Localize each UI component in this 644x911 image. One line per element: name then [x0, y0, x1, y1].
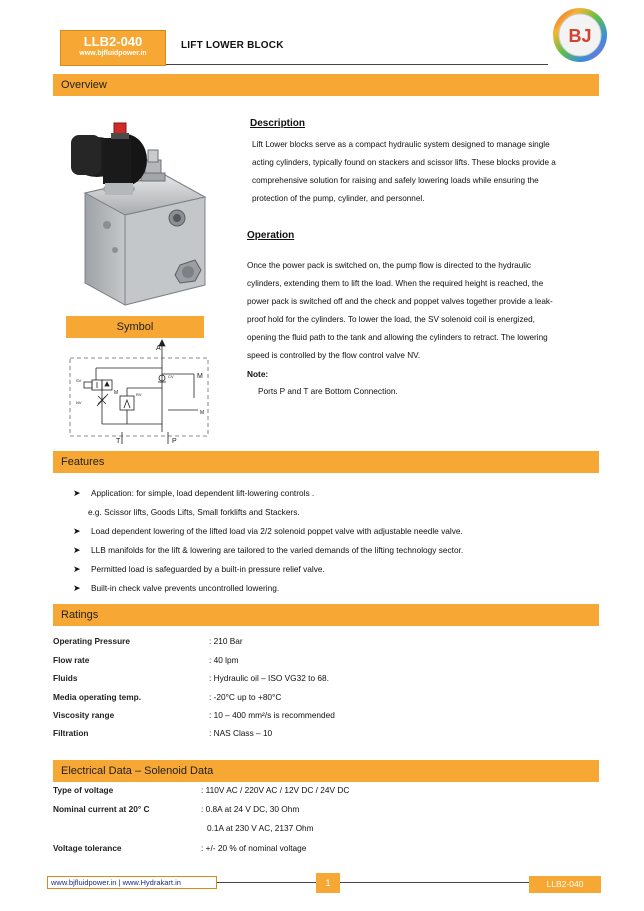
electrical-row	[53, 785, 593, 803]
note-label: Note:	[247, 369, 269, 379]
rating-value: : -20°C up to +80°C	[209, 692, 282, 702]
footer-divider	[217, 882, 529, 883]
header-divider	[166, 64, 548, 65]
operation-line: power pack is switched off and the check and poppet valves together provide a leak-	[247, 297, 553, 306]
rating-value: : 40 lpm	[209, 655, 239, 665]
features-list	[73, 484, 603, 598]
rating-row	[53, 710, 593, 728]
feature-item	[73, 560, 603, 579]
features-section-bar: Features	[53, 451, 599, 473]
rating-row	[53, 692, 593, 710]
electrical-value: : 110V AC / 220V AC / 12V DC / 24V DC	[201, 785, 350, 795]
operation-text	[247, 257, 599, 365]
rating-label: Filtration	[53, 728, 89, 738]
bullet-arrow-icon: ➤	[73, 564, 81, 574]
feature-text: e.g. Scissor lifts, Goods Lifts, Small forklifts and Stackers.	[88, 507, 300, 517]
electrical-section-bar: Electrical Data – Solenoid Data	[53, 760, 599, 782]
rating-label: Media operating temp.	[53, 692, 142, 702]
operation-line: cylinders, extending them to lift the load. When the required height is reached, the	[247, 279, 544, 288]
product-code-badge	[60, 30, 166, 66]
overview-section-bar: Overview	[53, 74, 599, 96]
symbol-rv: RV	[136, 392, 142, 397]
product-code: LLB2-040	[83, 34, 143, 49]
electrical-row	[53, 843, 593, 861]
description-line: protection of the pump, cylinder, and personnel.	[252, 194, 425, 203]
feature-text: Built-in check valve prevents uncontrolled lowering.	[91, 583, 280, 593]
symbol-a: A	[156, 345, 161, 352]
rating-value: : 210 Bar	[209, 636, 243, 646]
symbol-m1: M	[114, 390, 119, 396]
rating-label: Flow rate	[53, 655, 90, 665]
bullet-arrow-icon: ➤	[73, 545, 81, 555]
description-line: acting cylinders, typically found on stackers and scissor lifts. These blocks provide a	[252, 158, 556, 167]
bullet-arrow-icon: ➤	[73, 526, 81, 536]
electrical-row	[53, 804, 593, 822]
description-heading: Description	[250, 118, 306, 129]
feature-item	[73, 522, 603, 541]
description-text	[252, 136, 602, 208]
description-line: Lift Lower blocks serve as a compact hydraulic system designed to manage single	[252, 140, 550, 149]
feature-text: Application: for simple, load dependent lift-lowering controls .	[91, 488, 315, 498]
symbol-cv: CV	[168, 374, 174, 379]
logo-text: BJ	[568, 26, 592, 46]
bullet-arrow-icon: ➤	[73, 583, 81, 593]
note-text: Ports P and T are Bottom Connection.	[258, 386, 398, 396]
hydraulic-symbol-diagram	[64, 338, 214, 446]
operation-line: speed is controlled by the flow control valve NV.	[247, 351, 421, 360]
footer-links[interactable]: www.bjfluidpower.in | www.Hydrakart.in	[47, 876, 217, 889]
rating-value: : 10 – 400 mm²/s is recommended	[209, 710, 335, 720]
rating-row	[53, 636, 593, 654]
feature-text: Load dependent lowering of the lifted load via 2/2 solenoid poppet valve with adjustable needle valve.	[91, 526, 463, 536]
electrical-label: Nominal current at 20° C	[53, 804, 150, 814]
feature-text: Permitted load is safeguarded by a built-in pressure relief valve.	[91, 564, 325, 574]
feature-item	[73, 579, 603, 598]
symbol-section-bar: Symbol	[66, 316, 204, 338]
electrical-value: 0.1A at 230 V AC, 2137 Ohm	[207, 823, 314, 833]
feature-item	[73, 484, 603, 503]
feature-subitem	[73, 503, 603, 522]
rating-row	[53, 673, 593, 691]
electrical-row	[53, 823, 593, 841]
symbol-nv: NV	[76, 400, 82, 405]
operation-heading: Operation	[247, 230, 295, 241]
footer-product-code: LLB2-040	[529, 876, 601, 893]
symbol-m2: M	[200, 410, 205, 416]
rating-label: Operating Pressure	[53, 636, 131, 646]
electrical-value: : 0.8A at 24 V DC, 30 Ohm	[201, 804, 300, 814]
rating-label: Fluids	[53, 673, 78, 683]
feature-text: LLB manifolds for the lift & lowering are tailored to the varied demands of the lifting technology sector.	[91, 545, 464, 555]
symbol-t: T	[116, 438, 121, 445]
bj-logo	[551, 6, 609, 64]
electrical-value: : +/- 20 % of nominal voltage	[201, 843, 307, 853]
symbol-m: M	[197, 373, 203, 380]
feature-item	[73, 541, 603, 560]
electrical-label: Type of voltage	[53, 785, 114, 795]
rating-label: Viscosity range	[53, 710, 115, 720]
operation-line: proof hold for the cylinders. To lower the load, the SV solenoid coil is energized,	[247, 315, 535, 324]
electrical-label: Voltage tolerance	[53, 843, 122, 853]
description-line: comprehensive solution for raising and safely lowering loads while ensuring the	[252, 176, 539, 185]
page-title: LIFT LOWER BLOCK	[181, 40, 284, 51]
product-image	[55, 105, 225, 315]
bullet-arrow-icon: ➤	[73, 488, 81, 498]
operation-line: opening the fluid path to the tank and allowing the cylinders to retract. The lowering	[247, 333, 548, 342]
page-number: 1	[316, 873, 340, 893]
rating-value: : NAS Class – 10	[209, 728, 273, 738]
rating-row	[53, 655, 593, 673]
symbol-p: P	[172, 438, 177, 445]
header-url[interactable]: www.bjfluidpower.in	[79, 50, 147, 57]
symbol-sv: SV	[76, 378, 82, 383]
rating-value: : Hydraulic oil – ISO VG32 to 68.	[209, 673, 329, 683]
ratings-section-bar: Ratings	[53, 604, 599, 626]
operation-line: Once the power pack is switched on, the pump flow is directed to the hydraulic	[247, 261, 531, 270]
rating-row	[53, 728, 593, 746]
